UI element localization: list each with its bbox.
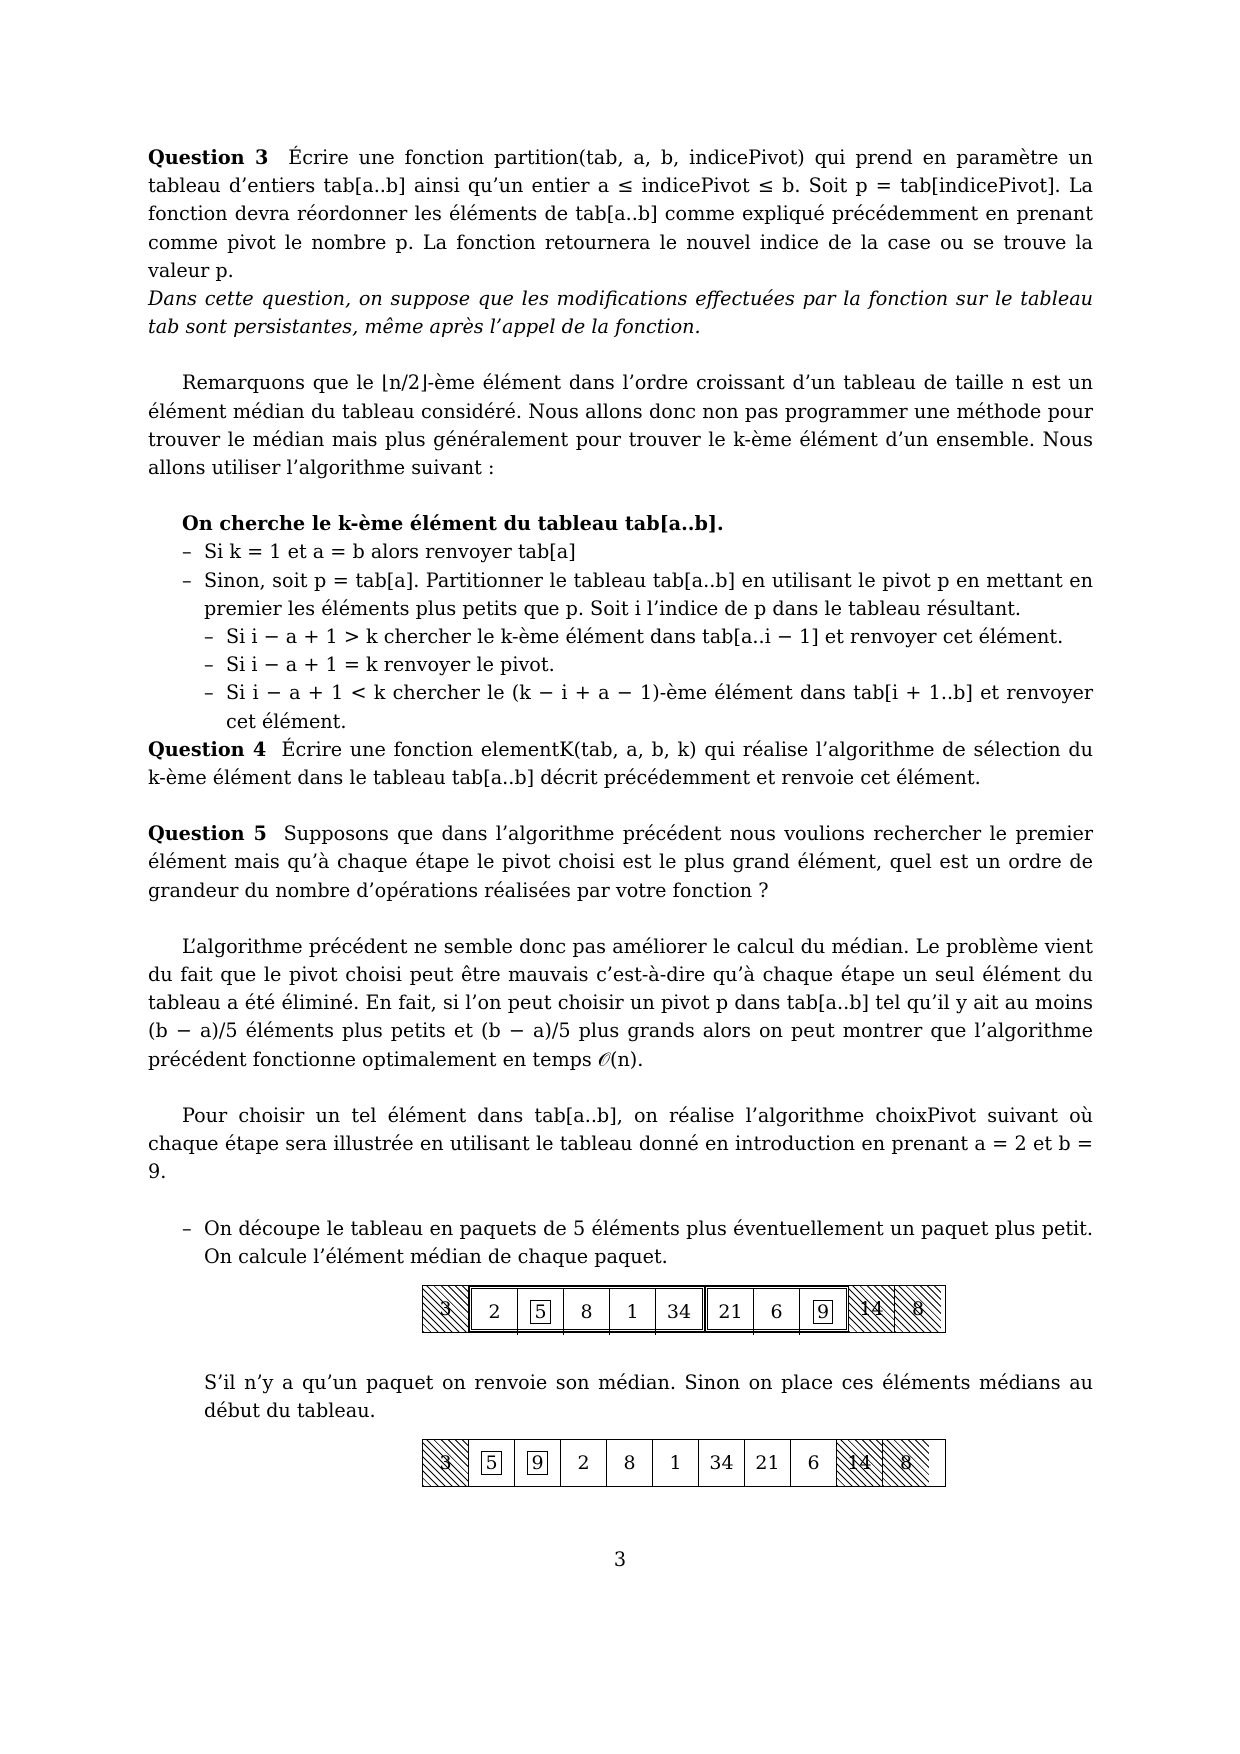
array-cell-excluded: 14	[849, 1286, 895, 1332]
algorithm-substep-2-text: Si i − a + 1 = k renvoyer le pivot.	[226, 653, 555, 677]
array-group-1	[469, 1286, 705, 1332]
choix-pivot-steps	[182, 1215, 1093, 1488]
question-5	[148, 820, 1093, 905]
array-cell-excluded: 3	[423, 1286, 469, 1332]
array-cell: 1	[653, 1440, 699, 1486]
question-5-label: Question 5	[148, 822, 267, 846]
question-5-text: Supposons que dans l’algorithme précédent nous voulions rechercher le premier élément mais qu’à chaque étape le pivot choisi est le plus grand élément, quel est un ordre de grandeur du nombre d’opérations réalisées par votre fonction ?	[148, 822, 1093, 902]
algorithm-substep-1-text: Si i − a + 1 > k chercher le k-ème élément dans tab[a..i − 1] et renvoyer cet élément.	[226, 625, 1064, 649]
paragraph-median: Remarquons que le ⌊n/2⌋-ème élément dans l’ordre croissant d’un tableau de taille n est un élément médian du tableau considéré. Nous allons donc non pas programmer une méthode pour trouver le médian mais plus généralement pour trouver le k-ème élément d’un ensemble. Nous allons utiliser l’algorithme suivant :	[148, 371, 1093, 480]
array-cell-excluded: 8	[895, 1286, 941, 1332]
question-3-label: Question 3	[148, 146, 269, 169]
algorithm-title: On cherche le k-ème élément du tableau tab[a..b].	[182, 512, 724, 536]
array-cell-median: 5	[518, 1289, 564, 1335]
algorithm-substep-2: – Si i − a + 1 = k renvoyer le pivot.	[204, 653, 555, 677]
array-cell-excluded: 14	[837, 1440, 883, 1486]
array-group-2	[705, 1286, 849, 1332]
choix-pivot-step-2-text: S’il n’y a qu’un paquet on renvoie son médian. Sinon on place ces éléments médians au début du tableau.	[204, 1370, 1093, 1423]
array-cell: 1	[610, 1289, 656, 1335]
question-3-text: Écrire une fonction partition(tab, a, b, indicePivot) qui prend en paramètre un tableau d’entiers tab[a..b] ainsi qu’un entier a ≤ indicePivot ≤ b. Soit p = tab[indicePivot]. La fonction devra réordonner les éléments de tab[a..b] comme expliqué précédemment en prenant comme pivot le nombre p. La fonction retournera le nouvel indice de la case ou se trouve la valeur p.	[148, 146, 1094, 282]
choix-pivot-step-1-text: On découpe le tableau en paquets de 5 éléments plus éventuellement un paquet plus petit. On calcule l’élément médian de chaque paquet.	[204, 1216, 1093, 1268]
algorithm-substep-1: – Si i − a + 1 > k chercher le k-ème élément dans tab[a..i − 1] et renvoyer cet élément.	[204, 625, 1064, 649]
question-4-text: Écrire une fonction elementK(tab, a, b, k) qui réalise l’algorithme de sélection du k-ème élément dans le tableau tab[a..b] décrit précédemment et renvoie cet élément.	[148, 737, 1093, 790]
question-3	[148, 144, 1093, 285]
array-cell: 6	[754, 1289, 800, 1335]
algorithm-step-2-text: Sinon, soit p = tab[a]. Partitionner le tableau tab[a..b] en utilisant le pivot p en mettant en premier les éléments plus petits que p. Soit i l’indice de p dans le tableau résultant.	[204, 568, 1093, 620]
algorithm-block	[182, 510, 1093, 736]
page-number: 3	[613, 1548, 627, 1571]
array-illustration-1	[422, 1285, 946, 1333]
algorithm-step-1: – Si k = 1 et a = b alors renvoyer tab[a]	[182, 540, 576, 564]
array-cell: 21	[708, 1289, 754, 1335]
array-cell-excluded: 8	[883, 1440, 929, 1486]
array-cell-median: 9	[515, 1440, 561, 1486]
array-cell-median: 9	[800, 1289, 846, 1335]
page-body	[148, 144, 1093, 1487]
question-4	[148, 736, 1093, 792]
algorithm-step-1-text: Si k = 1 et a = b alors renvoyer tab[a]	[204, 540, 576, 564]
question-4-label: Question 4	[148, 737, 267, 761]
choix-pivot-step-1: – On découpe le tableau en paquets de 5 éléments plus éventuellement un paquet plus petit. On calcule l’élément médian de chaque paquet.	[182, 1216, 1093, 1268]
array-cell: 6	[791, 1440, 837, 1486]
array-cell-excluded: 3	[423, 1440, 469, 1486]
algorithm-substep-3-text: Si i − a + 1 < k chercher le (k − i + a − 1)-ème élément dans tab[i + 1..b] et renvoyer cet élément.	[226, 681, 1093, 733]
array-cell: 21	[745, 1440, 791, 1486]
algorithm-step-2: – Sinon, soit p = tab[a]. Partitionner le tableau tab[a..b] en utilisant le pivot p en mettant en premier les éléments plus petits que p. Soit i l’indice de p dans le tableau résultant.	[182, 568, 1093, 620]
array-illustration-2	[422, 1439, 946, 1487]
array-cell-median: 5	[469, 1440, 515, 1486]
paragraph-pivot: L’algorithme précédent ne semble donc pas améliorer le calcul du médian. Le problème vient du fait que le pivot choisi peut être mauvais c’est-à-dire qu’à chaque étape un seul élément du tableau a été éliminé. En fait, si l’on peut choisir un pivot p dans tab[a..b] tel qu’il y ait au moins (b − a)/5 éléments plus petits et (b − a)/5 plus grands alors on peut montrer que l’algorithme précédent fonctionne optimalement en temps 𝒪(n).	[148, 934, 1093, 1071]
paragraph-choix-pivot: Pour choisir un tel élément dans tab[a..b], on réalise l’algorithme choixPivot suivant où chaque étape sera illustrée en utilisant le tableau donné en introduction en prenant a = 2 et b = 9.	[148, 1103, 1093, 1184]
array-cell: 34	[699, 1440, 745, 1486]
array-cell: 2	[472, 1289, 518, 1335]
array-cell: 2	[561, 1440, 607, 1486]
array-cell: 34	[666, 1300, 692, 1323]
algorithm-substep-3: – Si i − a + 1 < k chercher le (k − i + a − 1)-ème élément dans tab[i + 1..b] et renvoyer cet élément.	[204, 681, 1093, 733]
array-cell: 8	[564, 1289, 610, 1335]
array-cell: 8	[607, 1440, 653, 1486]
question-3-note: Dans cette question, on suppose que les modifications effectuées par la fonction sur le tableau tab sont persistantes, même après l’appel de la fonction.	[148, 287, 1093, 339]
